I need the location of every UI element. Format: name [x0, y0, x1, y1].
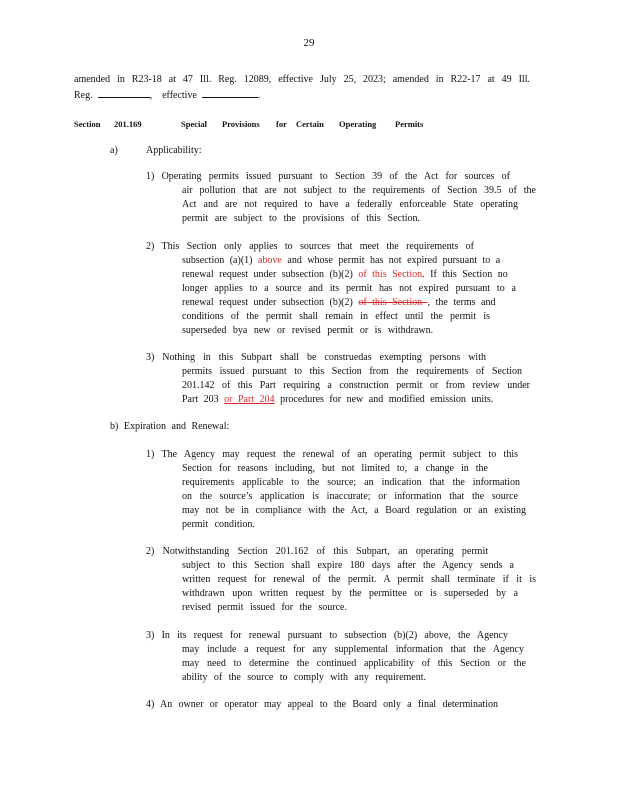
- b3-line-2: may include a request for any supplemental information that the Agency: [182, 644, 524, 655]
- a2-text: and whose permit has not expired pursuant to a: [287, 255, 501, 266]
- heading-section-number: 201.169: [114, 119, 142, 129]
- reg-blank: [98, 88, 150, 98]
- a2-line-6: conditions of the permit shall remain in effect until the permit is: [182, 311, 490, 322]
- effective-blank: [202, 88, 258, 98]
- heading-word-6: Permits: [395, 119, 424, 129]
- b3-line-3: may need to determine the continued applicability of this Section or the: [182, 658, 526, 669]
- b1-line-2: Section for reasons including, but not limited to, a change in the: [182, 463, 488, 474]
- subsection-a-title: Applicability:: [146, 145, 202, 156]
- heading-word-2: Provisions: [222, 119, 260, 129]
- a3-line-2: permits issued pursuant to this Section from the requirements of Section: [182, 366, 522, 377]
- subsection-a-label: a): [110, 145, 118, 156]
- b1-line-1: 1) The Agency may request the renewal of an operating permit subject to this: [146, 449, 518, 460]
- a2-text: . If this Section no: [422, 269, 508, 280]
- b1-line-5: may not be in compliance with the Act, a Board regulation or an existing: [182, 505, 526, 516]
- a2-text: renewal request under subsection (b)(2): [182, 269, 353, 280]
- a2-line-4: longer applies to a source and its permit has not expired pursuant to a: [182, 283, 516, 294]
- b2-line-1: 2) Notwithstanding Section 201.162 of this Subpart, an operating permit: [146, 546, 488, 557]
- a3-text: procedures for new and modified emission units.: [280, 394, 494, 405]
- a1-line-4: permit are subject to the provisions of this Section.: [182, 213, 420, 224]
- a2-text: , the terms and: [427, 297, 496, 308]
- b3-line-4: ability of the source to comply with any requirement.: [182, 672, 426, 683]
- inserted-text-of-this-section: of this Section: [358, 269, 423, 280]
- page-number: 29: [303, 37, 315, 49]
- a2-line-1: 2) This Section only applies to sources that meet the requirements of: [146, 241, 474, 252]
- a2-line-7: superseded bya new or revised permit or is withdrawn.: [182, 325, 434, 336]
- a2-text: subsection (a)(1): [182, 255, 253, 266]
- heading-word-5: Operating: [339, 119, 377, 129]
- effective-label: effective: [162, 90, 197, 101]
- a1-line-3: Act and are not required to have a federally enforceable State operating: [182, 199, 518, 210]
- a3-line-4: [182, 394, 493, 406]
- amendment-note-line-2: Reg. , effective .: [74, 90, 261, 101]
- heading-word-3: for: [276, 119, 287, 129]
- subsection-b-title: b) Expiration and Renewal:: [110, 421, 230, 432]
- heading-word-4: Certain: [296, 119, 324, 129]
- a1-line-2: air pollution that are not subject to the requirements of Section 39.5 of the: [182, 185, 536, 196]
- b2-line-2: subject to this Section shall expire 180 days after the Agency sends a: [182, 560, 514, 571]
- b1-line-3: requirements applicable to the source; an indication that the information: [182, 477, 520, 488]
- b2-line-5: revised permit issued for the source.: [182, 602, 347, 613]
- heading-section-word: Section: [74, 119, 101, 129]
- deleted-text-of-this-section: of this Section: [358, 297, 428, 308]
- a3-line-3: 201.142 of this Part requiring a construction permit or from review under: [182, 380, 530, 391]
- b1-line-6: permit condition.: [182, 519, 255, 530]
- a2-line-3: [182, 269, 508, 281]
- b2-line-3: written request for renewal of the permit. A permit shall terminate if it is: [182, 574, 536, 585]
- a3-line-1: 3) Nothing in this Subpart shall be construedas exempting persons with: [146, 352, 486, 363]
- a3-text: Part 203: [182, 394, 219, 405]
- a2-text: renewal request under subsection (b)(2): [182, 297, 353, 308]
- b3-line-1: 3) In its request for renewal pursuant to subsection (b)(2) above, the Agency: [146, 630, 508, 641]
- a1-line-1: 1) Operating permits issued pursuant to Section 39 of the Act for sources of: [146, 171, 510, 182]
- inserted-text-above: above: [257, 255, 282, 266]
- a2-line-2: [182, 255, 500, 267]
- reg-label: Reg.: [74, 90, 93, 101]
- b4-line-1: 4) An owner or operator may appeal to the Board only a final determination: [146, 699, 498, 710]
- b1-line-4: on the source’s application is inaccurate; or information that the source: [182, 491, 518, 502]
- amendment-note-line: amended in R23-18 at 47 Ill. Reg. 12089, effective July 25, 2023; amended in R22-17 at 49 Ill.: [74, 74, 530, 85]
- heading-word-1: Special: [181, 119, 207, 129]
- a2-line-5: [182, 297, 495, 309]
- b2-line-4: withdrawn upon written request by the permittee or is superseded by a: [182, 588, 518, 599]
- inserted-text-or-part-204: or Part 204: [224, 394, 275, 405]
